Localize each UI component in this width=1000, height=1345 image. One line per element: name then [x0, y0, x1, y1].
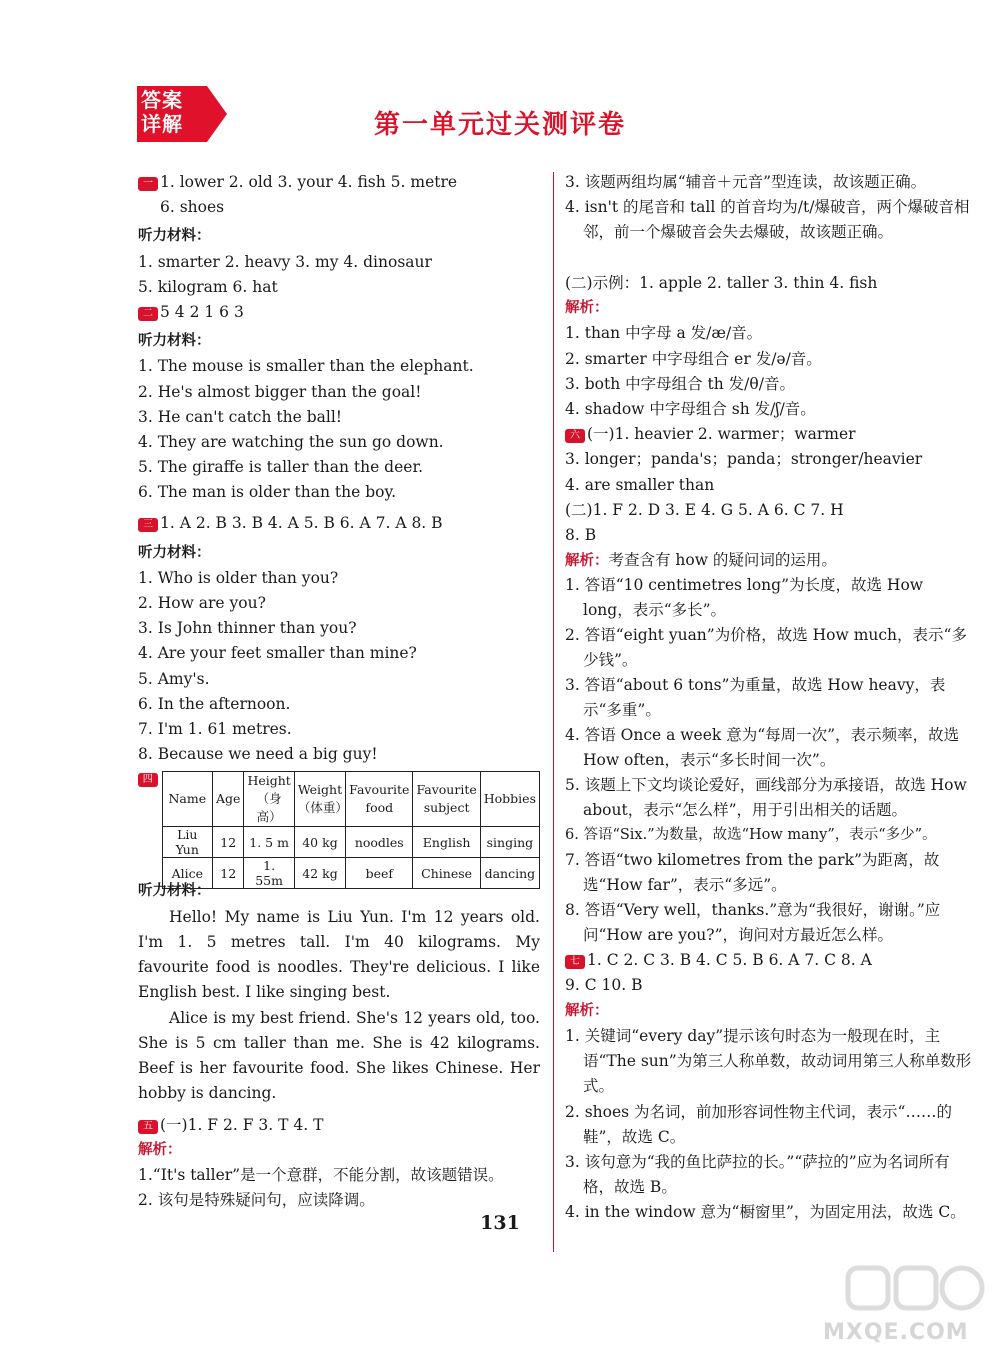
listening-lines — [138, 354, 540, 505]
col-header: Age — [213, 772, 244, 827]
list-item: 6. In the afternoon. — [138, 694, 291, 713]
list-item: 8. 答语“Very well，thanks.”意为“我很好，谢谢。”应问“How are you?”，询问对方最近怎么样。 — [565, 901, 941, 945]
list-item: 6. The man is older than the boy. — [138, 483, 397, 502]
section-heading: 听力材料： — [138, 333, 211, 350]
answer-line: 8. B — [565, 525, 597, 544]
list-item: 5. 该题上下文均谈论爱好，画线部分为承接语，故选 How about，表示“怎么样”，用于引出相关的话题。 — [565, 776, 967, 820]
table-cell: 1. 55m — [244, 858, 294, 889]
list-item: 2. shoes 为名词，前加形容词性物主代词，表示“……的鞋”，故选 C。 — [565, 1102, 952, 1147]
answer-line: 1. smarter 2. heavy 3. my 4. dinosaur — [138, 252, 432, 271]
list-item: 1.“It's taller”是一个意群，不能分割，故该题错误。 — [138, 1165, 504, 1184]
list-item: 2. How are you? — [138, 594, 266, 612]
list-item: 8. Because we need a big guy! — [138, 745, 378, 764]
watermark-text: MXQE.COM — [823, 1320, 969, 1345]
table-cell: 1. 5 m — [244, 827, 294, 858]
section-5-answers: 五 (一)1. F 2. F 3. T 4. T — [138, 1113, 540, 1138]
answer-line: 5. kilogram 6. hat — [138, 277, 278, 296]
col-header: Hobbies — [480, 772, 539, 827]
answer-line: (二)1. F 2. D 3. E 4. G 5. A 6. C 7. H — [565, 500, 844, 519]
table-cell: 40 kg — [294, 827, 345, 858]
right-column — [565, 170, 975, 1250]
section-5b-answers: (二)示例：1. apple 2. taller 3. thin 4. fish — [565, 274, 878, 292]
section-heading: 听力材料： — [138, 883, 211, 900]
section-heading: 听力材料： — [138, 228, 211, 245]
list-item: 3. 答语“about 6 tons”为重量，故选 How heavy，表示“多重”。 — [565, 676, 946, 720]
list-item: 6. 答语“Six.”为数量，故选“How many”，表示“多少”。 — [565, 827, 937, 844]
table-cell: 12 — [213, 827, 244, 858]
table-row — [162, 827, 539, 858]
table-cell: English — [413, 827, 480, 858]
analysis-heading: 解析： — [565, 300, 609, 317]
section-2-answers: 二 5 4 2 1 6 3 — [138, 300, 540, 325]
badge-bottom-text: 详解 — [141, 112, 183, 136]
list-item: 2. 该句是特殊疑问句，应读降调。 — [138, 1191, 375, 1210]
section-7-answers: 七 1. C 2. C 3. B 4. C 5. B 6. A 7. C 8. A — [565, 948, 975, 973]
page-number: 131 — [480, 1212, 520, 1234]
answer-line: 4. are smaller than — [565, 475, 715, 494]
list-item: 3. 该句意为“我的鱼比萨拉的长。”“萨拉的”应为名词所有格，故选 B。 — [565, 1152, 950, 1197]
list-item: 4. in the window 意为“橱窗里”，为固定用法，故选 C。 — [565, 1202, 966, 1221]
list-item: 7. 答语“two kilometres from the park”为距离，故选“How far”，表示“多远”。 — [565, 851, 940, 895]
section-4-table — [138, 771, 540, 889]
listening-paragraph-2: Alice is my best friend. She's 12 years old, too. She is 5 cm taller than me. She is 42 kilograms. Beef is her favourite food. She likes Chinese. Her hobby is dancing. — [138, 1008, 540, 1103]
hobby-table — [162, 771, 540, 889]
section-mark: 四 — [138, 773, 158, 787]
table-cell: noodles — [346, 827, 413, 858]
section-mark: 五 — [138, 1120, 158, 1134]
table-cell: beef — [346, 858, 413, 889]
table-cell: Alice — [162, 858, 212, 889]
answer-line: 3. longer；panda's；panda；stronger/heavier — [565, 450, 923, 469]
list-item: 1. 答语“10 centimetres long”为长度，故选 How long，表示“多长”。 — [565, 576, 924, 620]
table-cell: 12 — [213, 858, 244, 889]
badge-top-text: 答案 — [141, 88, 183, 112]
analysis-heading: 解析： — [565, 553, 609, 570]
page-title: 第一单元过关测评卷 — [373, 110, 626, 140]
list-item: 1. Who is older than you? — [138, 568, 339, 587]
table-cell: singing — [480, 827, 539, 858]
list-item: 4. Are your feet smaller than mine? — [138, 644, 417, 663]
analysis-intro: 解析：考查含有 how 的疑问词的运用。 — [565, 551, 837, 570]
list-item: 1. than 中字母 a 发/æ/音。 — [565, 324, 763, 343]
list-item: 4. isn't 的尾音和 tall 的首音均为/t/爆破音，两个爆破音相邻，前一个爆破音会失去爆破，故该题正确。 — [565, 198, 970, 242]
section-mark: 七 — [565, 955, 585, 969]
table-row — [162, 858, 539, 889]
table-header-row — [162, 772, 539, 827]
listening-lines — [138, 566, 540, 768]
section-heading: 听力材料： — [138, 544, 211, 561]
section-3-answers: 三 1. A 2. B 3. B 4. A 5. B 6. A 7. A 8. B — [138, 511, 540, 536]
list-item: 1. 关键词“every day”提示该句时态为一般现在时，主语“The sun”为第三人称单数，故动词用第三人称单数形式。 — [565, 1026, 972, 1096]
section-mark: 二 — [138, 307, 158, 321]
section-mark: 三 — [138, 518, 158, 532]
list-item: 4. They are watching the sun go down. — [138, 432, 444, 451]
column-divider — [553, 172, 554, 1252]
list-item: 2. He's almost bigger than the goal! — [138, 382, 422, 401]
section-1-answers: 一 1. lower 2. old 3. your 4. fish 5. metre — [138, 170, 540, 195]
list-item: 3. He can't catch the ball! — [138, 407, 343, 426]
list-item: 4. shadow 中字母组合 sh 发/ʃ/音。 — [565, 399, 816, 418]
list-item: 3. Is John thinner than you? — [138, 619, 357, 638]
list-item: 5. Amy's. — [138, 669, 210, 688]
list-item: 4. 答语 Once a week 意为“每周一次”，表示频率，故选 How often，表示“多长时间一次”。 — [565, 726, 960, 770]
left-column — [138, 170, 540, 1213]
listening-paragraph-1: Hello! My name is Liu Yun. I'm 12 years old. I'm 1. 5 metres tall. I'm 40 kilograms. My favourite food is noodles. They're delicious. I like English best. I like singing best. — [138, 907, 540, 1002]
list-item: 2. smarter 中字母组合 er 发/ə/音。 — [565, 349, 822, 368]
answer-line: 6. shoes — [160, 198, 225, 217]
list-item: 3. 该题两组均属“辅音＋元音”型连读，故该题正确。 — [565, 173, 927, 191]
table-cell: 42 kg — [294, 858, 345, 889]
section-6-answers: 六 (一)1. heavier 2. warmer；warmer — [565, 422, 975, 447]
analysis-heading: 解析： — [565, 1002, 609, 1019]
list-item: 1. The mouse is smaller than the elephant. — [138, 357, 474, 376]
table-cell: Chinese — [413, 858, 480, 889]
list-item: 3. both 中字母组合 th 发/θ/音。 — [565, 374, 795, 393]
list-item: 7. I'm 1. 61 metres. — [138, 719, 292, 738]
col-header: Height （身高） — [244, 772, 294, 827]
col-header: Name — [162, 772, 212, 827]
table-cell: Liu Yun — [162, 827, 212, 858]
section-mark: 六 — [565, 429, 585, 443]
table-cell: dancing — [480, 858, 539, 889]
col-header: Weight （体重） — [294, 772, 345, 827]
list-item: 2. 答语“eight yuan”为价格，故选 How much，表示“多少钱”。 — [565, 626, 967, 670]
list-item: 5. The giraffe is taller than the deer. — [138, 458, 424, 477]
section-mark: 一 — [138, 177, 158, 191]
answer-line: 9. C 10. B — [565, 976, 643, 995]
col-header: Favourite food — [346, 772, 413, 827]
analysis-heading: 解析： — [138, 1141, 182, 1158]
col-header: Favourite subject — [413, 772, 480, 827]
